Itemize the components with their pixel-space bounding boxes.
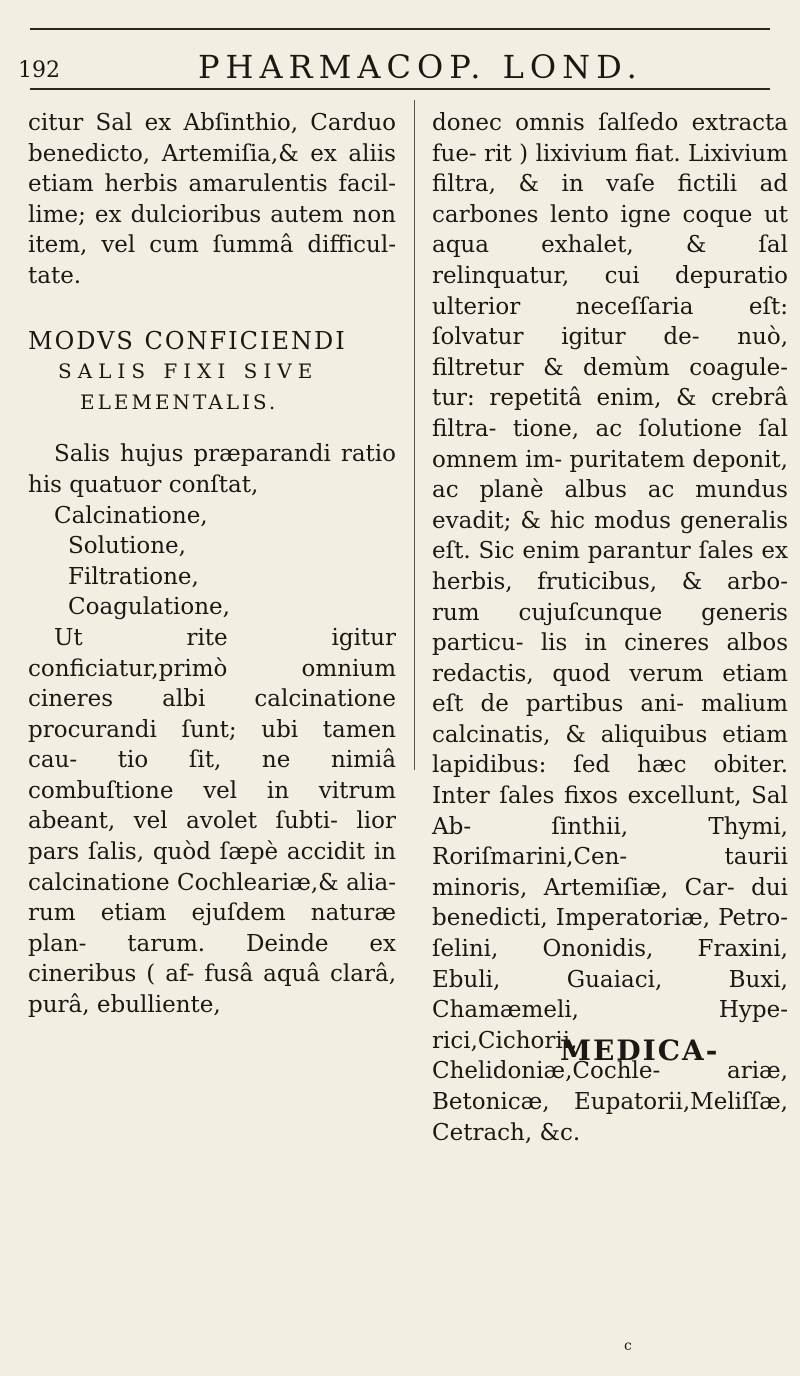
left-paragraph-3: Ut rite igitur conficiatur,primò omnium cineres albi calcinatione procurandi ſunt; ubi tamen cau- tio ſit, ne nimiâ combuſtione vel in vitrum abeant, vel avolet ſubti- lior pars ſalis, quòd ſæpè accidit in calcinatione Cochleariæ,& alia- rum etiam ejuſdem naturæ plan- tarum. Deinde ex cineribus ( af- fusâ aquâ clarâ, purâ, ebulliente, xyxy=(28,624,396,1019)
running-head: PHARMACOP. LOND. xyxy=(198,48,643,86)
method-item: Calcinatione, xyxy=(54,502,208,529)
heading-line-1: MODVS CONFICIENDI xyxy=(28,326,347,355)
page-number: 192 xyxy=(18,58,60,83)
page-header xyxy=(0,44,800,84)
heading-line-3: ELEMENTALIS. xyxy=(80,389,279,414)
catchword: MEDICA- xyxy=(560,1034,720,1067)
heading-line-2: SALIS FIXI SIVE xyxy=(58,359,319,384)
column-divider xyxy=(414,100,415,770)
right-paragraph-1: donec omnis ſalſedo extracta fue- rit ) lixivium fiat. Lixivium filtra, & in vaſe fictili ad carbones lento igne coque ut aqua exhalet, & ſal relinquatur, cui depuratio ulterior neceſſaria eſt: ſolvatur igitur de- nuò, filtretur & demùm coagule- tur: repetitâ enim, & crebrâ filtra- tione, ac ſolutione ſal omnem im- puritatem deponit, ac planè albus ac mundus evadit; & hic modus generalis eſt. Sic enim parantur ſales ex herbis, fruticibus, & arbo- rum cujuſcunque generis particu- lis in cineres albos redactis, quod verum etiam eſt de partibus ani- malium calcinatis, & aliquibus etiam lapidibus: ſed hæc obiter. Inter ſales fixos excellunt, Sal Ab- ſinthii, Thymi, Roriſmarini,Cen- taurii minoris, Artemiſiæ, Car- dui benedicti, Imperatoriæ, Petro- ſelini, Ononidis, Fraxini, Ebuli, Guaiaci, Buxi, Chamæmeli, Hype- rici,Cichorii, Chelidoniæ,Cochle- ariæ, Betonicæ, Eupatorii,Meliſſæ, Cetrach, &c. xyxy=(432,110,788,1146)
left-column xyxy=(28,108,396,1021)
right-column xyxy=(432,108,788,1148)
left-paragraph-2: Salis hujus præparandi ratio his quatuor conſtat, xyxy=(28,441,396,498)
section-heading xyxy=(28,326,396,418)
method-item: Coagulatione, xyxy=(68,594,230,621)
top-rule xyxy=(30,28,770,30)
method-list xyxy=(28,501,396,623)
header-rule xyxy=(30,88,770,90)
signature-mark: c xyxy=(624,1338,632,1354)
left-paragraph-1: citur Sal ex Abſinthio, Carduo benedicto, Artemiſia,& ex aliis etiam herbis amarulentis facil- lime; ex dulcioribus autem non item, vel cum ſummâ difficul- tate. xyxy=(28,110,396,289)
method-item: Filtratione, xyxy=(68,563,199,590)
method-item: Solutione, xyxy=(68,533,186,560)
